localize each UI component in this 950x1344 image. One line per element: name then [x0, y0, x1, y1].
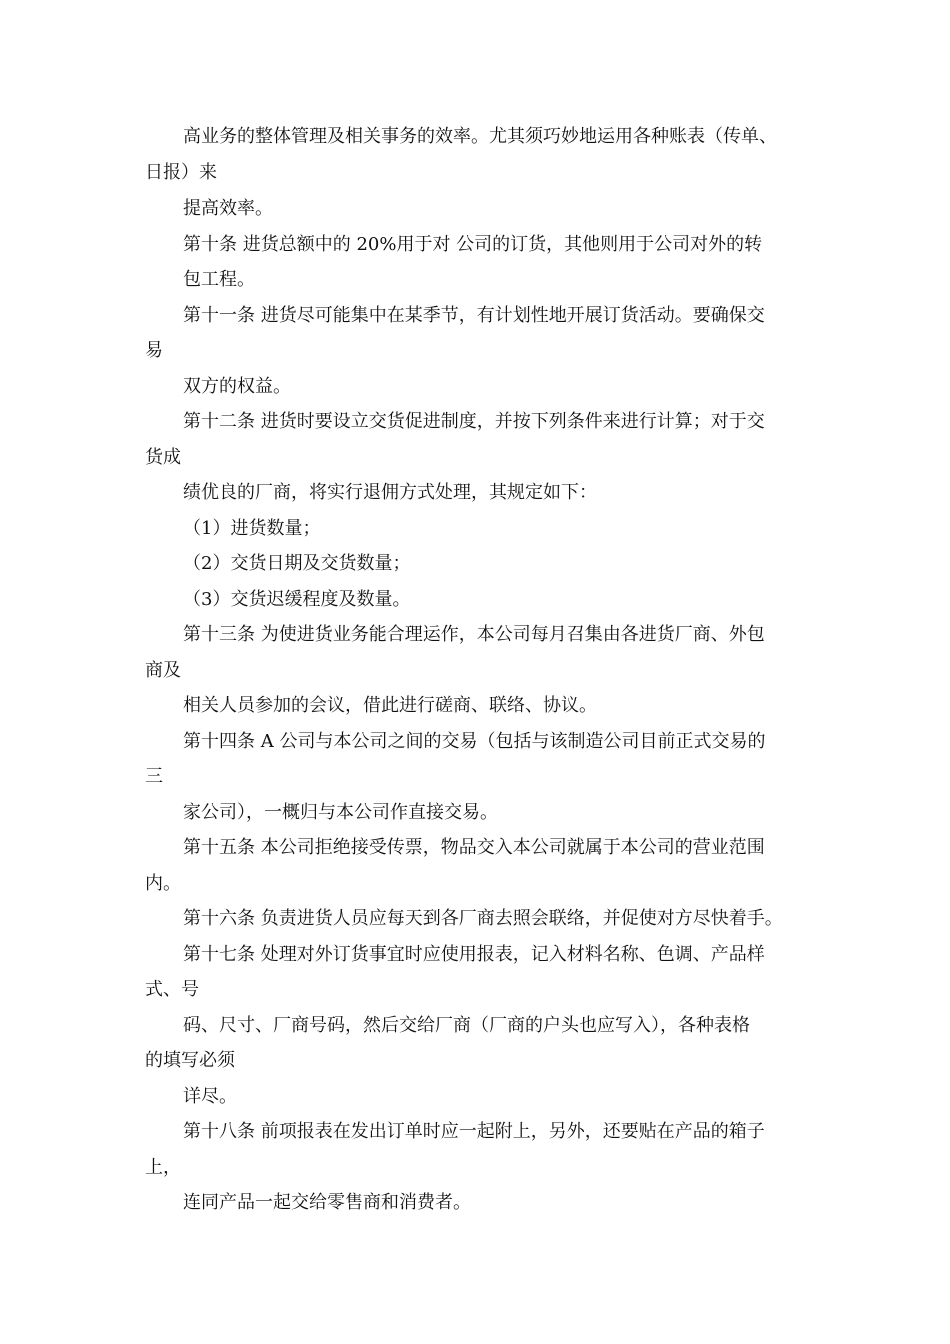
text-line: 第十七条 处理对外订货事宜时应使用报表，记入材料名称、色调、产品样: [183, 944, 765, 965]
text-line: 家公司），一概归与本公司作直接交易。: [183, 802, 498, 823]
text-line: 内。: [145, 873, 181, 894]
text-line: 提高效率。: [183, 198, 273, 219]
text-line: 货成: [145, 447, 181, 468]
text-line: 双方的权益。: [183, 376, 291, 397]
text-line: 详尽。: [183, 1086, 237, 1107]
text-line: 包工程。: [183, 269, 255, 290]
text-line: 三: [145, 766, 163, 787]
text-line: 第十八条 前项报表在发出订单时应一起附上，另外，还要贴在产品的箱子: [183, 1121, 765, 1142]
text-line: 第十二条 进货时要设立交货促进制度，并按下列条件来进行计算；对于交: [183, 411, 765, 432]
text-line: 相关人员参加的会议，借此进行磋商、联络、协议。: [183, 695, 597, 716]
text-line: （1）进货数量；: [183, 518, 321, 539]
text-line: 第十四条 A 公司与本公司之间的交易（包括与该制造公司目前正式交易的: [183, 731, 766, 752]
text-line: 式、号: [145, 979, 199, 1000]
text-line: 连同产品一起交给零售商和消费者。: [183, 1192, 471, 1213]
text-line: 第十六条 负责进货人员应每天到各厂商去照会联络，并促使对方尽快着手。: [183, 908, 783, 929]
text-line: 上，: [145, 1157, 181, 1178]
text-line: 第十三条 为使进货业务能合理运作，本公司每月召集由各进货厂商、外包: [183, 624, 765, 645]
text-line: 第十五条 本公司拒绝接受传票，物品交入本公司就属于本公司的营业范围: [183, 837, 765, 858]
text-line: 商及: [145, 660, 181, 681]
text-line: （3）交货迟缓程度及数量。: [183, 589, 411, 610]
text-line: （2）交货日期及交货数量；: [183, 553, 411, 574]
text-line: 码、尺寸、厂商号码，然后交给厂商（厂商的户头也应写入），各种表格: [183, 1015, 750, 1036]
text-line: 绩优良的厂商，将实行退佣方式处理，其规定如下：: [183, 482, 597, 503]
text-line: 日报）来: [145, 162, 217, 183]
text-line: 第十条 进货总额中的 20%用于对 公司的订货，其他则用于公司对外的转: [183, 234, 763, 255]
text-line: 的填写必须: [145, 1050, 235, 1071]
text-line: 易: [145, 340, 163, 361]
text-line: 高业务的整体管理及相关事务的效率。尤其须巧妙地运用各种账表（传单、: [183, 126, 777, 147]
text-line: 第十一条 进货尽可能集中在某季节，有计划性地开展订货活动。要确保交: [183, 305, 765, 326]
